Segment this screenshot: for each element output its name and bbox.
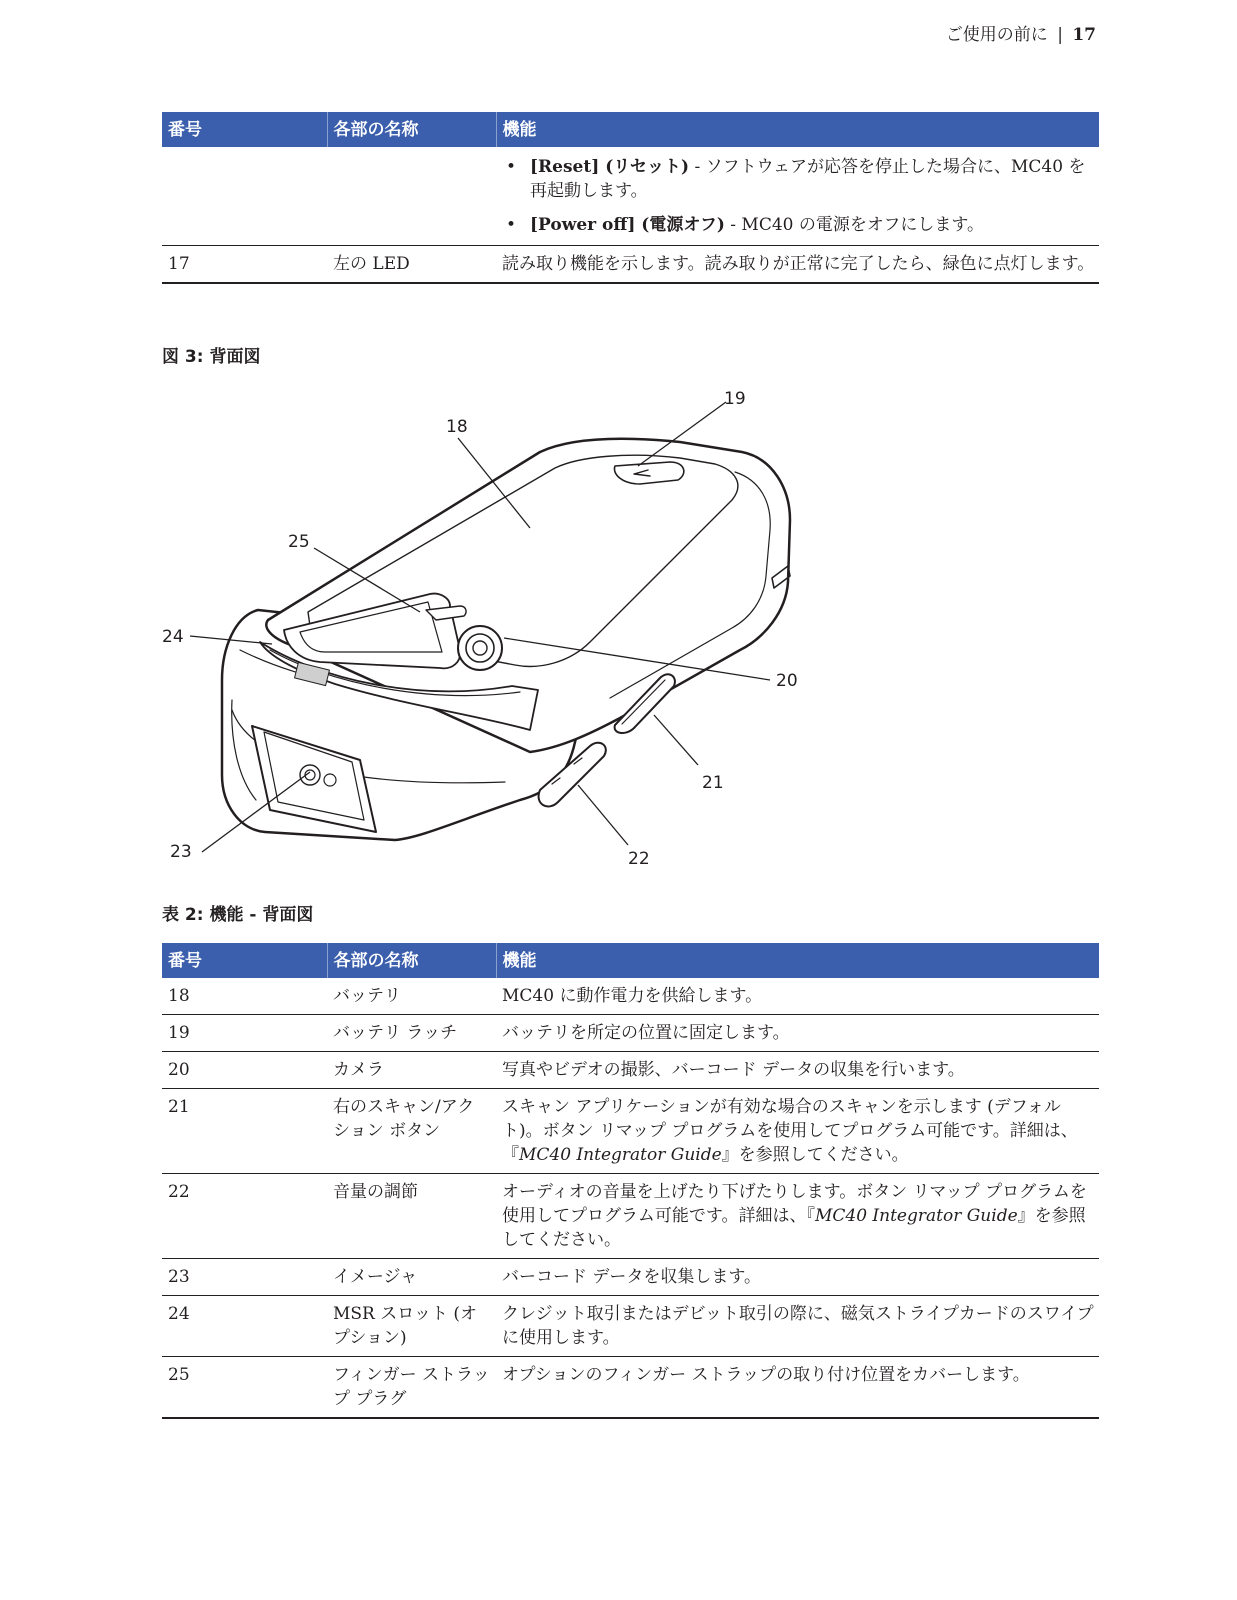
row-part-name: 右のスキャン/アクション ボタン [327, 1089, 496, 1174]
column-header-part-name: 各部の名称 [327, 943, 496, 978]
callout-22: 22 [628, 849, 650, 869]
guide-reference: MC40 Integrator Guide [519, 1145, 722, 1165]
table-row [162, 246, 1099, 284]
table-header-row [162, 943, 1099, 978]
table-row [162, 1089, 1099, 1174]
row-function: オプションのフィンガー ストラップの取り付け位置をカバーします。 [496, 1357, 1099, 1419]
row-number: 20 [162, 1052, 327, 1089]
row-part-name [327, 147, 496, 246]
callout-21: 21 [702, 773, 724, 793]
row-part-name: MSR スロット (オプション) [327, 1296, 496, 1357]
callout-19: 19 [724, 389, 746, 409]
row-number: 25 [162, 1357, 327, 1419]
bullet-list [502, 155, 1095, 237]
page-header [946, 20, 1096, 45]
rear-view-diagram [160, 380, 820, 880]
table-row [162, 1052, 1099, 1089]
row-part-name: フィンガー ストラップ プラグ [327, 1357, 496, 1419]
row-function: クレジット取引またはデビット取引の際に、磁気ストライプカードのスワイプに使用します。 [496, 1296, 1099, 1357]
column-header-function: 機能 [496, 112, 1099, 147]
row-number: 23 [162, 1259, 327, 1296]
callout-18: 18 [446, 417, 468, 437]
row-number: 22 [162, 1174, 327, 1259]
table-row [162, 978, 1099, 1015]
row-part-name: 音量の調節 [327, 1174, 496, 1259]
list-item: • [Reset] (リセット) - ソフトウェアが応答を停止した場合に、MC40 を再起動します。 [502, 155, 1095, 203]
table-row [162, 1174, 1099, 1259]
column-header-number: 番号 [162, 943, 327, 978]
callout-20: 20 [776, 671, 798, 691]
row-part-name: バッテリ [327, 978, 496, 1015]
parts-table-front-continued [162, 112, 1099, 284]
list-item: • [Power off] (電源オフ) - MC40 の電源をオフにします。 [502, 213, 1095, 237]
row-part-name: バッテリ ラッチ [327, 1015, 496, 1052]
column-header-part-name: 各部の名称 [327, 112, 496, 147]
row-part-name: 左の LED [327, 246, 496, 284]
row-number: 17 [162, 246, 327, 284]
table-row [162, 1296, 1099, 1357]
row-number [162, 147, 327, 246]
row-function: 写真やビデオの撮影、バーコード データの収集を行います。 [496, 1052, 1099, 1089]
table-row [162, 1259, 1099, 1296]
row-function: スキャン アプリケーションが有効な場合のスキャンを示します (デフォルト)。ボタン リマップ プログラムを使用してプログラム可能です。詳細は、『MC40 Integrator Guide』を参照してください。 [496, 1089, 1099, 1174]
row-number: 19 [162, 1015, 327, 1052]
battery-latch [614, 462, 683, 484]
callout-23: 23 [170, 842, 192, 862]
guide-reference: MC40 Integrator Guide [814, 1206, 1018, 1226]
figure-caption: 図 3: 背面図 [162, 347, 261, 367]
section-title: ご使用の前に [945, 25, 1048, 45]
row-function: バーコード データを収集します。 [496, 1259, 1099, 1296]
row-function [496, 147, 1099, 246]
row-function: バッテリを所定の位置に固定します。 [496, 1015, 1099, 1052]
row-function: MC40 に動作電力を供給します。 [496, 978, 1099, 1015]
table-header-row [162, 112, 1099, 147]
row-part-name: カメラ [327, 1052, 496, 1089]
row-function: オーディオの音量を上げたり下げたりします。ボタン リマップ プログラムを使用してプログラム可能です。詳細は、『MC40 Integrator Guide』を参照してください。 [496, 1174, 1099, 1259]
row-function: 読み取り機能を示します。読み取りが正常に完了したら、緑色に点灯します。 [496, 246, 1099, 284]
table-row [162, 1357, 1099, 1419]
parts-table-rear [162, 943, 1099, 1419]
header-separator: | [1057, 25, 1063, 45]
table-caption: 表 2: 機能 - 背面図 [162, 905, 314, 925]
row-number: 18 [162, 978, 327, 1015]
callout-25: 25 [288, 532, 310, 552]
column-header-number: 番号 [162, 112, 327, 147]
row-number: 24 [162, 1296, 327, 1357]
callout-24: 24 [162, 627, 184, 647]
table-row [162, 1015, 1099, 1052]
table-row [162, 147, 1099, 246]
row-part-name: イメージャ [327, 1259, 496, 1296]
column-header-function: 機能 [496, 943, 1099, 978]
page-number: 17 [1072, 25, 1096, 45]
row-number: 21 [162, 1089, 327, 1174]
